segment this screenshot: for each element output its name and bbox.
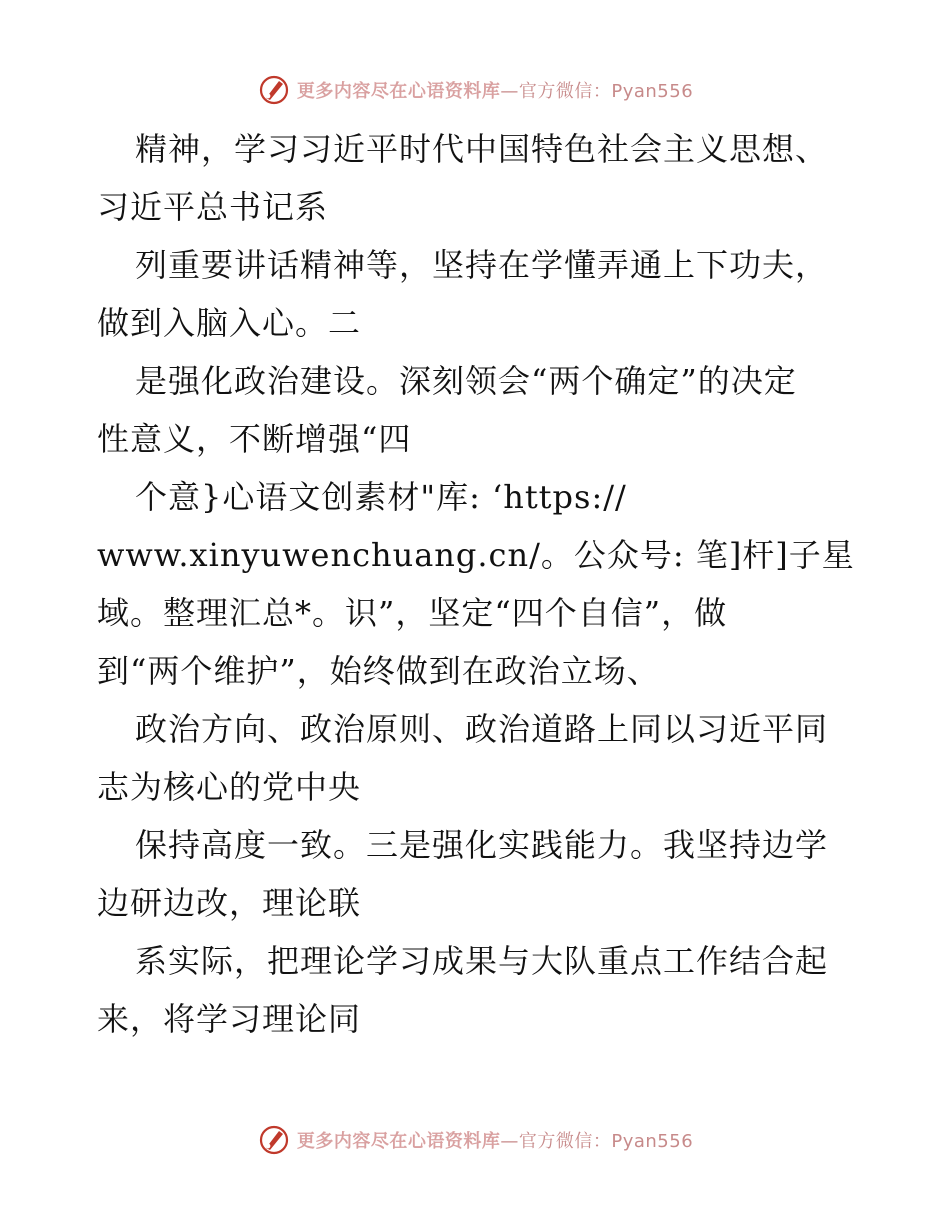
body-line: 精神，学习习近平时代中国特色社会主义思想、 (135, 130, 829, 168)
body-line: 系实际，把理论学习成果与大队重点工作结合起 (135, 942, 829, 980)
quill-circle-logo-icon (257, 73, 291, 107)
body-line: 来，将学习理论同 (97, 1000, 362, 1038)
watermark-text (297, 77, 693, 103)
watermark-text (297, 1127, 693, 1153)
body-line: 边研边改，理论联 (97, 884, 362, 922)
body-line: 列重要讲话精神等，坚持在学懂弄通上下功夫， (135, 246, 829, 284)
document-body (97, 120, 867, 1048)
body-line: 做到入脑入心。二 (97, 304, 362, 342)
body-line: 志为核心的党中央 (97, 768, 362, 806)
watermark-text-rest: —官方微信：Pyan556 (500, 1131, 694, 1152)
body-line: 保持高度一致。三是强化实践能力。我坚持边学 (135, 826, 829, 864)
body-line: www.xinyuwenchuang.cn/。公众号: 笔]杆]子星 (97, 536, 855, 574)
body-line: 域。整理汇总*。识”，坚定“四个自信”，做 (97, 594, 728, 632)
footer-watermark (0, 1120, 950, 1160)
watermark-text-bold: 更多内容尽在心语资料库 (296, 1131, 501, 1152)
body-line: 到“两个维护”，始终做到在政治立场、 (97, 652, 660, 690)
quill-circle-logo-icon (257, 1123, 291, 1157)
watermark-text-rest: —官方微信：Pyan556 (500, 81, 694, 102)
body-line: 习近平总书记系 (97, 188, 329, 226)
body-line: 个意}心语文创素材"库: ‘https:// (135, 478, 627, 516)
watermark-text-bold: 更多内容尽在心语资料库 (296, 81, 501, 102)
body-line: 性意义，不断增强“四 (97, 420, 412, 458)
header-watermark (0, 70, 950, 110)
body-line: 是强化政治建设。深刻领会“两个确定”的决定 (135, 362, 797, 400)
body-line: 政治方向、政治原则、政治道路上同以习近平同 (135, 710, 829, 748)
